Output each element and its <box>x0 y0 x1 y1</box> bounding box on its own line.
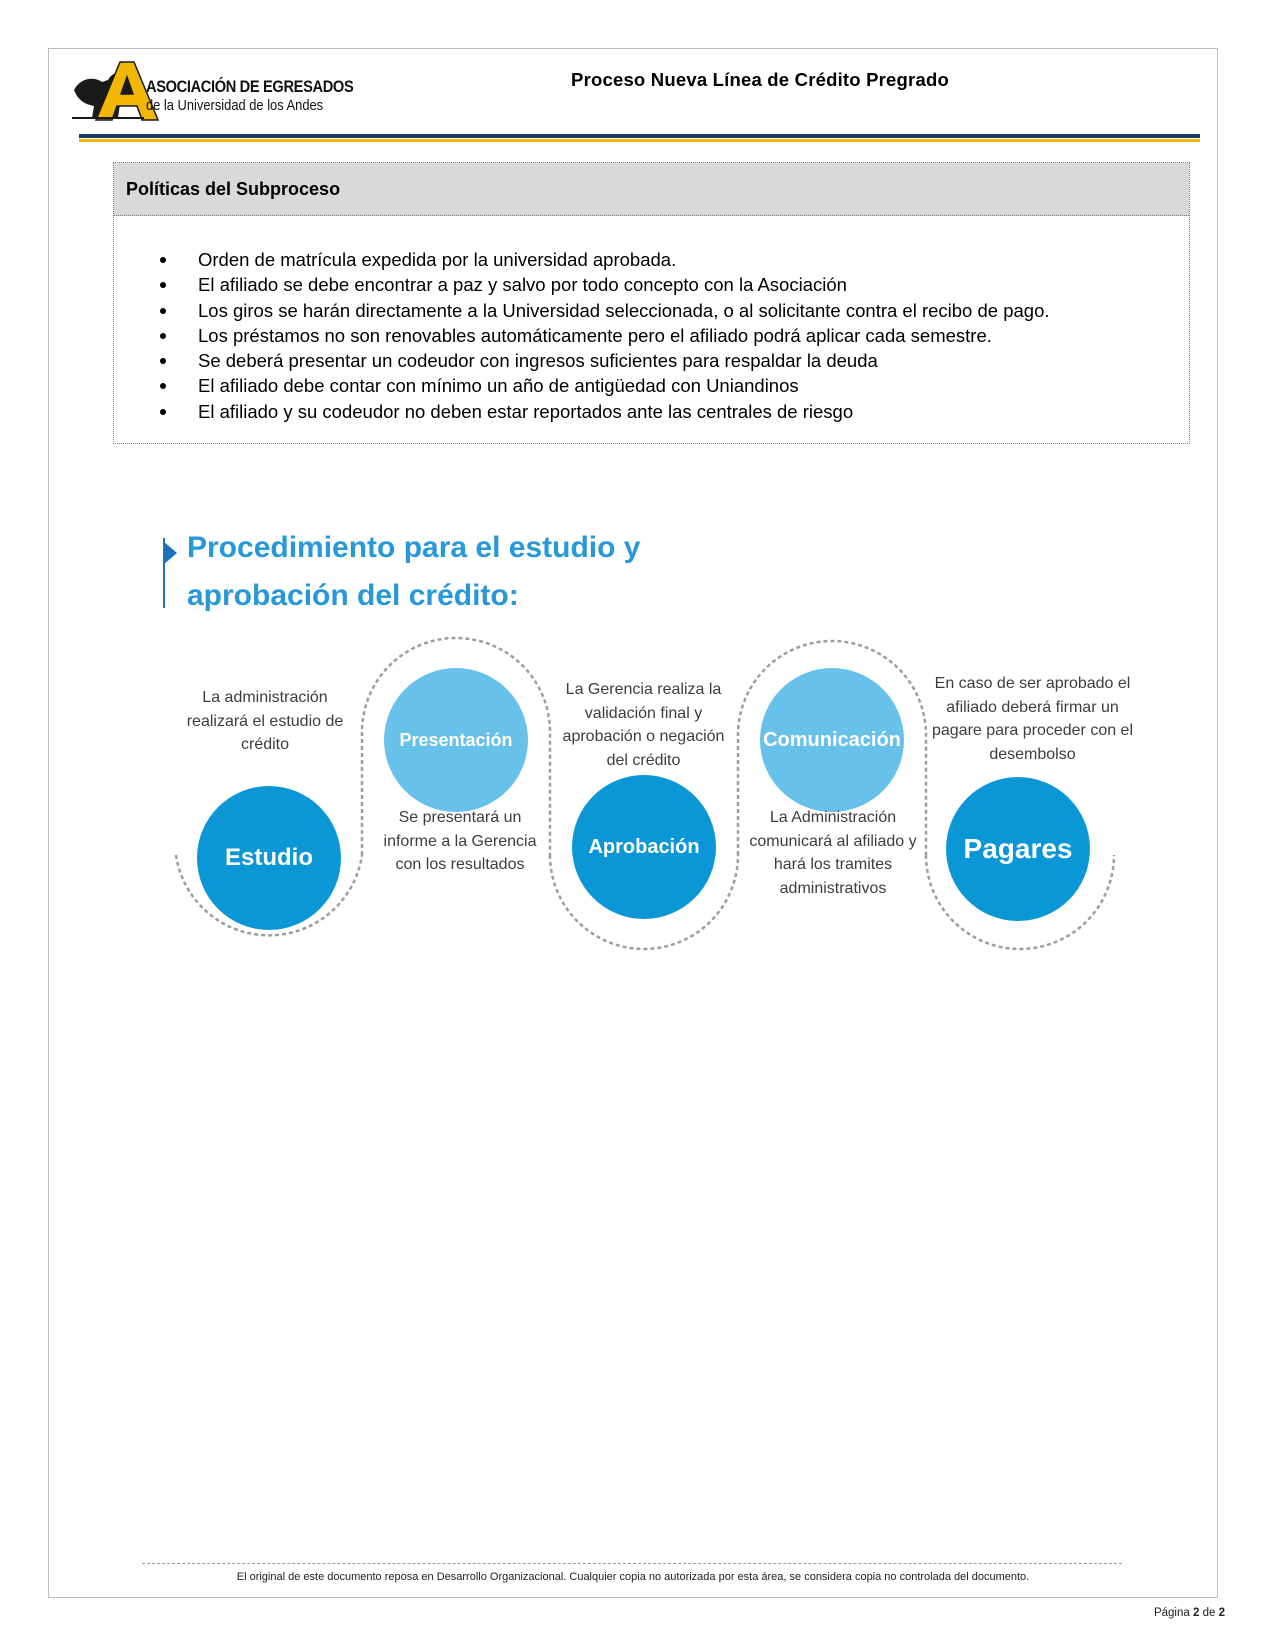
header-rule-gold <box>79 139 1200 142</box>
header-rule-navy <box>79 134 1200 138</box>
policy-item: Se deberá presentar un codeudor con ingresos suficientes para respaldar la deuda <box>160 348 1050 373</box>
page-total: 2 <box>1218 1607 1225 1619</box>
policy-item: Orden de matrícula expedida por la universidad aprobada. <box>160 247 1050 272</box>
footer-divider <box>142 1563 1122 1564</box>
page-number <box>1154 1607 1225 1619</box>
step-description-estudio: La administración realizará el estudio de crédito <box>186 689 344 753</box>
org-name-line1: ASOCIACIÓN DE EGRESADOS <box>146 77 354 96</box>
page-prefix: Página <box>1153 1607 1190 1619</box>
policy-item: Los préstamos no son renovables automáticamente pero el afiliado podrá aplicar cada semestre. <box>160 323 1050 348</box>
policies-table <box>113 162 1190 444</box>
logo-text <box>146 78 387 113</box>
page-of: de <box>1202 1607 1216 1619</box>
step-label: Presentación <box>399 729 513 750</box>
step-label: Estudio <box>225 844 313 871</box>
step-description-presentacion: Se presentará un informe a la Gerencia con los resultados <box>383 809 537 873</box>
org-name-line2: de la Universidad de los Andes <box>146 97 324 114</box>
step-circle-pagares <box>946 777 1090 921</box>
procedure-marker-arrow-icon <box>163 541 177 565</box>
step-circle-presentacion <box>384 668 528 812</box>
footer-note: El original de este documento reposa en Desarrollo Organizacional. Cualquier copia no autorizada por esta área, se considera copia no controlada del documento. <box>236 1571 1030 1583</box>
policy-item: El afiliado y su codeudor no deben estar reportados ante las centrales de riesgo <box>160 399 1050 424</box>
page-current: 2 <box>1192 1607 1200 1619</box>
procedure-title: Procedimiento para el estudio y aprobación del crédito: <box>187 531 641 612</box>
document-title: Proceso Nueva Línea de Crédito Pregrado <box>571 69 949 90</box>
step-circle-comunicacion <box>760 668 904 812</box>
policies-list <box>160 247 1050 424</box>
policy-item: El afiliado se debe encontrar a paz y salvo por todo concepto con la Asociación <box>160 272 1050 297</box>
step-description-pagares: En caso de ser aprobado el afiliado deberá firmar un pagare para proceder con el desembolso <box>931 675 1134 763</box>
step-description-aprobacion: La Gerencia realiza la validación final y aprobación o negación del crédito <box>562 681 725 769</box>
step-description-comunicacion: La Administración comunicará al afiliado y hará los tramites administrativos <box>749 809 917 897</box>
policies-heading: Políticas del Subproceso <box>114 163 1189 216</box>
step-label: Comunicación <box>763 728 901 751</box>
step-label: Aprobación <box>588 835 700 858</box>
step-label: Pagares <box>963 833 1073 864</box>
policy-item: Los giros se harán directamente a la Universidad seleccionada, o al solicitante contra el recibo de pago. <box>160 298 1050 323</box>
policy-item: El afiliado debe contar con mínimo un año de antigüedad con Uniandinos <box>160 373 1050 398</box>
step-circle-aprobacion <box>572 775 716 919</box>
step-circle-estudio <box>197 786 341 930</box>
